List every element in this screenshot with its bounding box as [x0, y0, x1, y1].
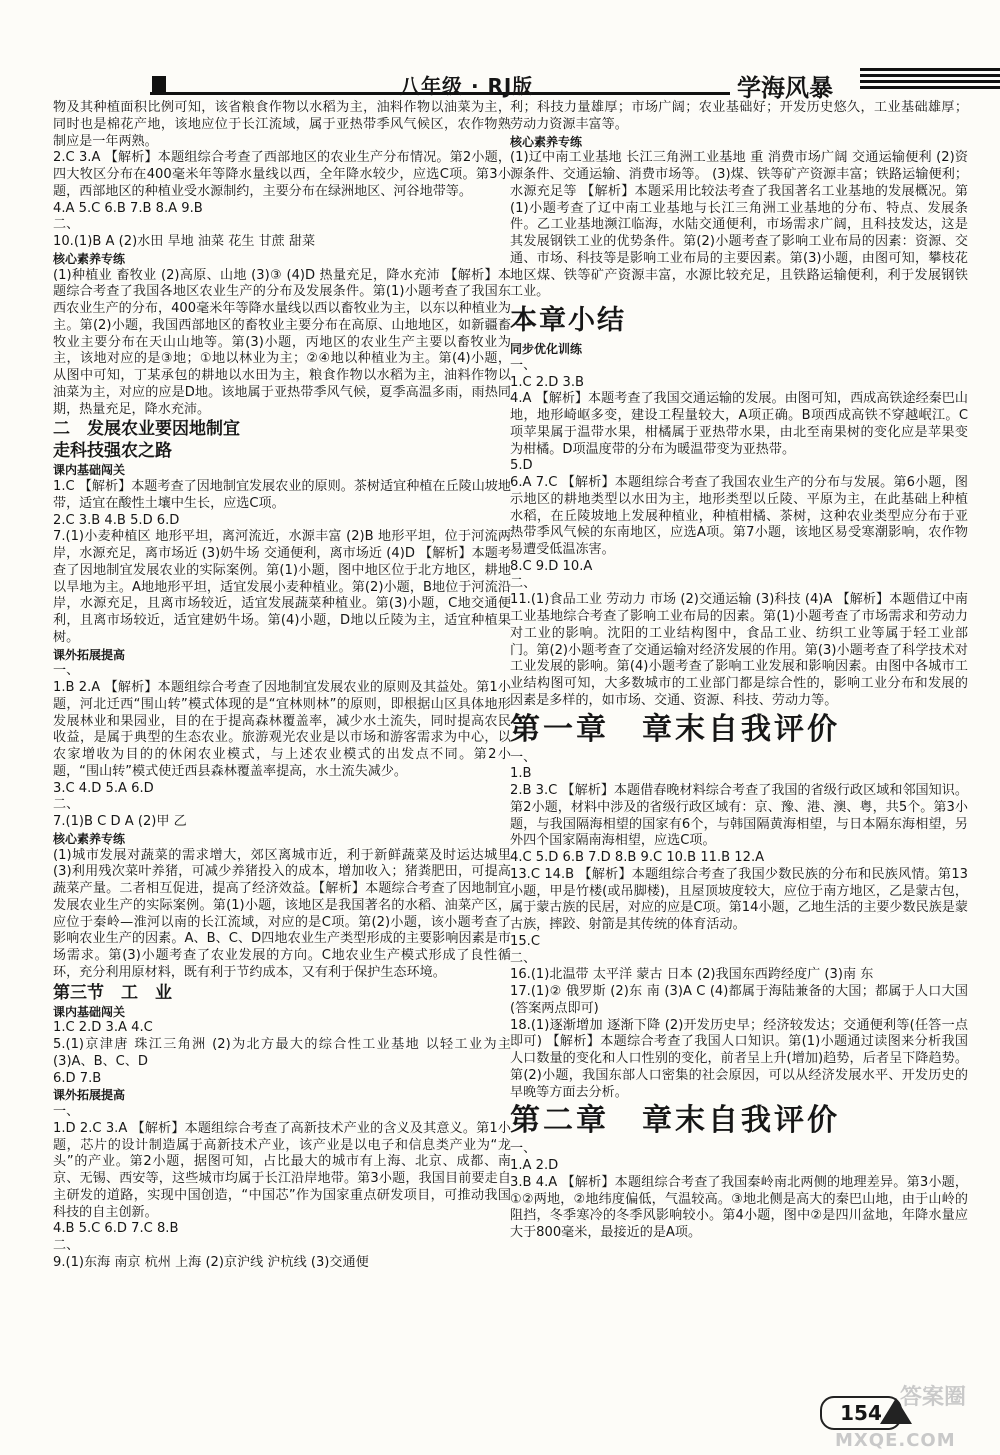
section-heading: 走科技强农之路 [53, 441, 172, 462]
answer-paragraph: 利；科技力量雄厚；市场广阔；农业基础好；开发历史悠久，工业基础雄厚；劳动力资源丰富等。 [510, 100, 968, 132]
answer-paragraph: 一、 [510, 357, 537, 373]
answer-paragraph: (1)种植业 畜牧业 (2)高原、山地 (3)③ (4)D 热量充足，降水充沛 【解析】本题综合考查了我国各地区农业生产的分布及发展条件。第(1)小题考查了我国东西农业生产的分布，400毫米年等降水量线以西以畜牧业为主，以东以种植业为主。第(2)小题，我国西部地区的畜牧业主要分布在高原、山地地区，如新疆畜牧业主要分布在天山山地等。第(3)小题，丙地区的农业生产主要以畜牧业为主，该地对应的是③地；①地以林业为主；②④地以种植业为主。第(4)小题，从图中可知，丁某承包的耕地以水田为主，粮食作物以水稻为主，油料作物以油菜为主，对应的应是D地。该地属于亚热带季风气候，夏季高温多雨，雨热同期，热量充足，降水充沛。 [53, 267, 511, 417]
answer-paragraph: 二、 [53, 217, 80, 233]
answer-paragraph: 7.(1)小麦种植区 地形平坦，离河流近，水源丰富 (2)B 地形平坦，位于河流两岸，水源充足，离市场近 (3)奶牛场 交通便利，离市场近 (4)D 【解析】本题考查了因地制宜发展农业的实际案例。第(1)小题，图中地区位于北方地区，耕地以旱地为主。A地地形平坦，适宜发展小麦种植业。第(2)小题，B地位于河流沿岸，水源充足，且离市场较近，适宜发展蔬菜种植业。第(3)小题，C地交通便利，且离市场较近，适宜建奶牛场。第(4)小题，D地以丘陵为主，适宜种植果树。 [53, 529, 511, 645]
answer-paragraph: 一、 [510, 749, 537, 765]
answer-paragraph: 1.B [510, 766, 532, 782]
answer-paragraph: 4.B 5.C 6.D 7.C 8.B [53, 1221, 179, 1237]
answer-paragraph: 一、 [53, 1104, 80, 1119]
answer-paragraph: 2.C 3.B 4.B 5.D 6.D [53, 512, 180, 528]
answer-paragraph: 1.C 2.D 3.A 4.C [53, 1020, 153, 1036]
answer-paragraph: 3.C 4.D 5.A 6.D [53, 780, 154, 796]
answer-paragraph: 一、 [510, 1141, 537, 1157]
answer-paragraph: 6.A 7.C 【解析】本题组综合考查了我国农业生产的分布与发展。第6小题，图示地区的耕地类型以水田为主，地形类型以丘陵、平原为主，在此基础上种植水稻，在丘陵坡地上发展种植业，种植柑橘、茶树，这种农业类型应分布于亚热带季风气候的东南地区，应选A项。第7小题，该地区易受寒潮影响，农作物易遭受低温冻害。 [510, 475, 968, 557]
answer-paragraph: 13.C 14.B 【解析】本题组综合考查了我国少数民族的分布和民族风情。第13小题，甲是竹楼(或吊脚楼)，且屋顶坡度较大，应位于南方地区，乙是蒙古包，属于蒙古族的民居，对应的应是C项。第14小题，乙地生活的主要少数民族是蒙古族，摔跤、射箭是其传统的体育活动。 [510, 866, 968, 932]
page-number: 154 [820, 1396, 902, 1430]
answer-paragraph: 二、 [510, 575, 537, 591]
subsection-label: 核心素养专练 [510, 134, 583, 149]
answer-paragraph: (1)辽中南工业基地 长江三角洲工业基地 重 消费市场广阔 交通运输便利 (2)资源条件、交通运输、消费市场等。 (3)煤、铁等矿产资源丰富；铁路运输便利；水源充足等 【解析】本题采用比较法考查了我国著名工业基地的发展概况。第(1)小题考查了辽中南工业基地与长江三角洲工业基地的分布、特点、发展条件。乙工业基地濒江临海，水陆交通便利，市场需求广阔，且科技发达，这是其发展钢铁工业的优势条件。第(2)小题考查了影响工业布局的因素：资源、交通、市场、科技等是影响工业布局的主要因素。第(3)小题，由图可知，攀枝花地区煤、铁等矿产资源丰富，水源比较充足，且铁路运输便利，利于发展钢铁工业。 [510, 150, 968, 300]
chapter-heading: 本章小结 [510, 305, 626, 336]
watermark-logo: 答案圈 [900, 1385, 967, 1410]
answer-paragraph: 二、 [53, 797, 80, 813]
answer-paragraph: 4.A 【解析】本题考查了我国交通运输的发展。由图可知，西成高铁途经秦巴山地，地形崎岖多变，建设工程量较大，A项正确。B项西成高铁不穿越岷江。C项苹果属于温带水果，柑橘属于亚热带水果，由北至南果树的变化应是苹果变为柑橘。D项温度带的分布为暖温带变为亚热带。 [510, 391, 968, 457]
answer-paragraph: 10.(1)B A (2)水田 旱地 油菜 花生 甘蔗 甜菜 [53, 234, 316, 249]
answer-paragraph: 3.B 4.A 【解析】本题组综合考查了我国秦岭南北两侧的地理差异。第3小题，①②两地，②地纬度偏低，气温较高。③地北侧是高大的秦巴山地，由于山岭的阻挡，冬季寒冷的冬季风影响较小。第4小题，图中②是四川盆地，年降水量应大于800毫米，最接近的是A项。 [510, 1174, 968, 1240]
subsection-label: 课内基础闯关 [53, 1004, 126, 1019]
chapter-heading: 第一章 章末自我评价 [510, 711, 840, 747]
answer-paragraph: 1.A 2.D [510, 1158, 559, 1173]
answer-paragraph: 二、 [53, 1238, 80, 1253]
brand-logo: 学海风暴 [737, 73, 833, 102]
answer-paragraph: 2.B 3.C 【解析】本题借春晚材料综合考查了我国的省级行政区域和邻国知识。第2小题，材料中涉及的省级行政区域有：京、豫、港、澳、粤，共5个。第3小题，与我国隔海相望的国家有6个，与韩国隔黄海相望，与日本隔东海相望，另外四个国家隔南海相望，应选C项。 [510, 783, 968, 849]
answer-paragraph: 1.C 【解析】本题考查了因地制宜发展农业的原则。茶树适宜种植在丘陵山坡地带，适宜在酸性土壤中生长，应选C项。 [53, 479, 511, 511]
answer-paragraph: 9.(1)东海 南京 杭州 上海 (2)京沪线 沪杭线 (3)交通便 [53, 1254, 369, 1270]
header-title: 八年级 · RJ版 [400, 74, 534, 98]
subsection-label: 课外拓展提高 [53, 647, 126, 662]
answer-paragraph: 5.D [510, 458, 533, 474]
answer-paragraph: 1.B 2.A 【解析】本题组综合考查了因地制宜发展农业的原则及其益处。第1小题，河北迁西“围山转”模式体现的是“宜林则林”的原则，即根据山区具体地形发展林业和果园业，目的在于提高森林覆盖率，减少水土流失，同时提高农民收益，是属于典型的生态农业。旅游观光农业是以市场和游客需求为中心，以农家增收为目的的休闲农业模式，与上述农业模式的出发点不同。第2小题，“围山转”模式使迁西县森林覆盖率提高，水土流失减少。 [53, 680, 511, 779]
answer-paragraph: 17.(1)② 俄罗斯 (2)东 南 (3)A C (4)都属于海陆兼备的大国；都属于人口大国(答案两点即可) [510, 984, 968, 1016]
chapter-heading: 第二章 章末自我评价 [510, 1103, 840, 1139]
left-column [53, 100, 511, 1272]
answer-paragraph: 11.(1)食品工业 劳动力 市场 (2)交通运输 (3)科技 (4)A 【解析】本题借辽中南工业基地综合考查了影响工业布局的因素。第(1)小题考查了市场需求和劳动力对工业的影响。沈阳的工业结构图中，食品工业、纺织工业等属于轻工业部门。第(2)小题考查了交通运输对经济发展的作用。第(3)小题考查了科学技术对工业发展的影响。第(4)小题考查了影响工业发展和影响因素。由图中各城市工业结构图可知，大多数城市的工业部门都是综合性的，影响工业分布和发展的因素是多样的，如市场、交通、资源、科技、劳动力等。 [510, 592, 968, 708]
answer-paragraph: 7.(1)B C D A (2)甲 乙 [53, 814, 187, 829]
subsection-label: 课外拓展提高 [53, 1088, 126, 1103]
answer-paragraph: 4.A 5.C 6.B 7.B 8.A 9.B [53, 200, 203, 216]
watermark-url: MXQE.COM [835, 1430, 956, 1451]
answer-paragraph: 物及其种植面积比例可知，该省粮食作物以水稻为主，油料作物以油菜为主，同时也是棉花产地，该地应位于长江流域，属于亚热带季风气候区，农作物熟制应是一年两熟。 [53, 100, 511, 149]
brand-stripes [860, 68, 1000, 96]
section-heading: 第三节 工 业 [53, 982, 172, 1003]
subsection-label: 核心素养专练 [53, 251, 126, 266]
answer-paragraph: 8.C 9.D 10.A [510, 558, 593, 574]
answer-paragraph: 二、 [510, 950, 537, 966]
answer-paragraph: 1.C 2.D 3.B [510, 374, 585, 390]
answer-paragraph: 4.C 5.D 6.B 7.D 8.B 9.C 10.B 11.B 12.A [510, 850, 765, 865]
page-header [0, 0, 1000, 62]
answer-paragraph: 5.(1)京津唐 珠江三角洲 (2)为北方最大的综合性工业基地 以轻工业为主 (3)A、B、C、D [53, 1037, 511, 1069]
answer-paragraph: 16.(1)北温带 太平洋 蒙古 日本 (2)我国东西跨经度广 (3)南 东 [510, 967, 874, 983]
answer-paragraph: 2.C 3.A 【解析】本题组综合考查了西部地区的农业生产分布情况。第2小题，四大牧区分布在400毫米年等降水量线以西，全年降水较少，应选C项。第3小题，西部地区的种植业受水源制约，主要分布在绿洲地区、河谷地带等。 [53, 150, 511, 199]
subsection-label: 同步优化训练 [510, 342, 583, 356]
answer-paragraph: 一、 [53, 663, 80, 679]
section-heading: 二 发展农业要因地制宜 [53, 419, 240, 440]
subsection-label: 核心素养专练 [53, 831, 126, 846]
subsection-label: 课内基础闯关 [53, 463, 126, 478]
answer-paragraph: 18.(1)逐渐增加 逐渐下降 (2)开发历史早；经济较发达；交通便利等(任答一点即可) 【解析】本题综合考查了我国人口知识。第(1)小题通过读图来分析我国人口数量的变化和人口性别的变化，前者呈上升(增加)趋势，后者呈下降趋势。第(2)小题，我国东部人口密集的社会原因，可以从经济发展水平、开发历史的早晚等方面去分析。 [510, 1017, 968, 1100]
answer-paragraph: 15.C [510, 933, 540, 949]
right-column [510, 100, 968, 1242]
answer-paragraph: 6.D 7.B [53, 1070, 102, 1086]
answer-paragraph: (1)城市发展对蔬菜的需求增大，郊区离城市近，利于新鲜蔬菜及时运达城里 (3)利用残次菜叶养猪，可减少养猪投入的成本，增加收入；猪粪肥田，可提高蔬菜产量。二者相互促进，提高了经济效益。【解析】本题综合考查了因地制宜发展农业生产的实际案例。第(1)小题，该地区是我国著名的水稻、油菜产区，应位于秦岭—淮河以南的长江流域，对应的是C项。第(2)小题，该小题考查了影响农业生产的因素。A、B、C、D四地农业生产类型形成的主要影响因素是市场需求。第(3)小题考查了农业发展的方向。C地农业生产模式形成了良性循环，充分利用原材料，既有利于节约成本，又有利于保护生态环境。 [53, 847, 511, 980]
answer-paragraph: 1.D 2.C 3.A 【解析】本题组综合考查了高新技术产业的含义及其意义。第1小题，芯片的设计制造属于高新技术产业，该产业是以电子和信息类产业为“龙头”的产业。第2小题，据图可知，占比最大的城市有上海、北京、成都、南京、无锡、西安等，这些城市均属于长江沿岸地带。第3小题，我国目前要走自主研发的道路，实现中国创造，“中国芯”作为国家重点研发项目，可推动我国科技的自主创新。 [53, 1120, 511, 1220]
